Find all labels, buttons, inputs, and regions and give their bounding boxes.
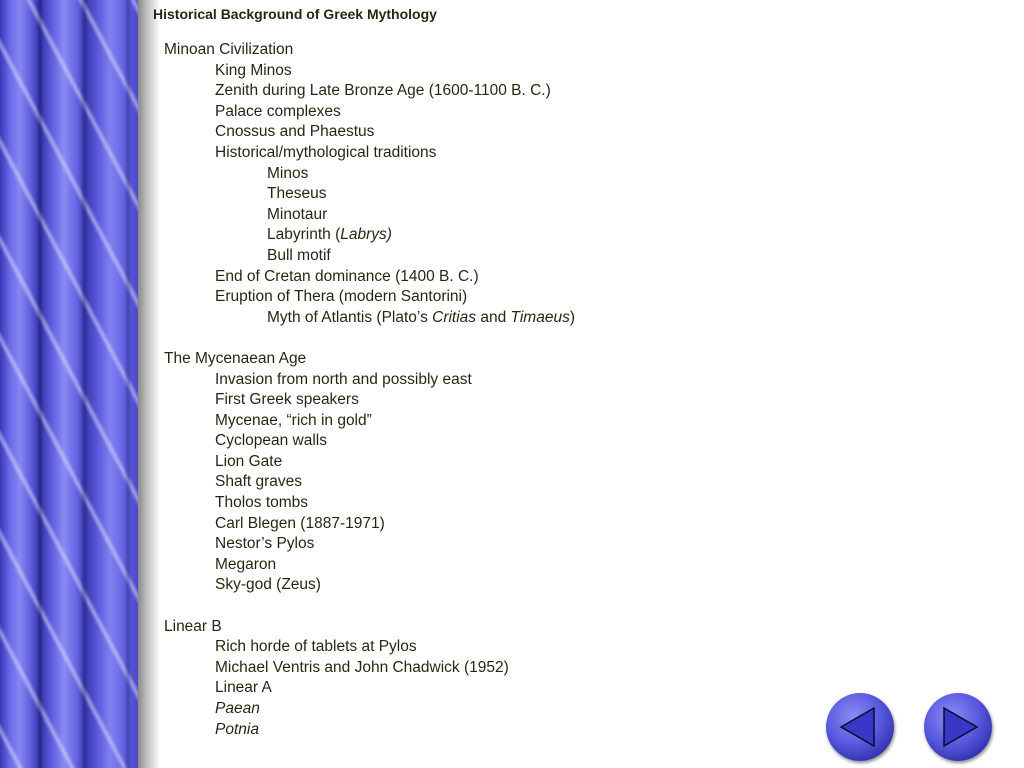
outline-item xyxy=(164,370,804,391)
text-run: Invasion from north and possibly east xyxy=(215,370,472,388)
text-run: Mycenae, “rich in gold” xyxy=(215,411,372,429)
outline-item xyxy=(164,493,804,514)
outline-item xyxy=(164,658,804,679)
triangle-right-icon xyxy=(924,693,992,761)
triangle-left-icon xyxy=(826,693,894,761)
text-run: Bull motif xyxy=(267,246,331,264)
text-run: Minos xyxy=(267,164,309,182)
outline-item xyxy=(164,699,804,720)
blank-line xyxy=(164,596,804,617)
previous-slide-button[interactable] xyxy=(826,693,894,761)
outline-item xyxy=(164,452,804,473)
outline-item xyxy=(164,164,804,185)
outline-item xyxy=(164,308,804,329)
outline-item xyxy=(164,411,804,432)
text-run: Michael Ventris and John Chadwick (1952) xyxy=(215,658,509,676)
outline-item xyxy=(164,472,804,493)
text-run: Tholos tombs xyxy=(215,494,309,512)
text-run: Carl Blegen (1887-1971) xyxy=(215,514,385,532)
text-run: Theseus xyxy=(267,185,327,203)
outline-item xyxy=(164,225,804,246)
text-run: Linear B xyxy=(164,617,222,635)
outline-item xyxy=(164,534,804,555)
outline-heading xyxy=(164,349,804,370)
outline-item xyxy=(164,555,804,576)
text-run: Palace complexes xyxy=(215,102,341,120)
next-slide-button[interactable] xyxy=(924,693,992,761)
text-run: Historical/mythological traditions xyxy=(215,143,437,161)
outline-heading xyxy=(164,40,804,61)
outline-item xyxy=(164,390,804,411)
outline-item xyxy=(164,81,804,102)
text-run: Sky-god (Zeus) xyxy=(215,576,321,594)
text-run: Eruption of Thera (modern Santorini) xyxy=(215,288,468,306)
decorative-sidebar xyxy=(0,0,138,768)
text-run: Labyrinth ( xyxy=(267,226,341,244)
text-run: First Greek speakers xyxy=(215,391,359,409)
text-run: Megaron xyxy=(215,555,277,573)
outline-item xyxy=(164,143,804,164)
text-run: The Mycenaean Age xyxy=(164,349,307,367)
text-run: Nestor’s Pylos xyxy=(215,535,315,553)
outline-item xyxy=(164,678,804,699)
outline-item xyxy=(164,61,804,82)
outline-item xyxy=(164,431,804,452)
outline-item xyxy=(164,122,804,143)
text-run: Minoan Civilization xyxy=(164,41,294,58)
italic-text: Potnia xyxy=(215,720,259,738)
italic-text: Paean xyxy=(215,700,260,717)
text-run: End of Cretan dominance (1400 B. C.) xyxy=(215,267,479,285)
text-run: Cyclopean walls xyxy=(215,432,327,450)
outline-item xyxy=(164,246,804,267)
text-run: Zenith during Late Bronze Age (1600-1100 B. C.) xyxy=(215,82,551,100)
outline-heading xyxy=(164,617,804,638)
text-run: Rich horde of tablets at Pylos xyxy=(215,638,417,656)
text-run: Cnossus and Phaestus xyxy=(215,123,375,141)
outline-list xyxy=(164,40,804,740)
blank-line xyxy=(164,328,804,349)
text-run: King Minos xyxy=(215,61,292,79)
outline-item xyxy=(164,267,804,288)
italic-text: Critias xyxy=(432,308,477,326)
outline-item xyxy=(164,637,804,658)
outline-item xyxy=(164,575,804,596)
text-run: Myth of Atlantis (Plato’s xyxy=(267,308,433,326)
outline-item xyxy=(164,720,804,741)
sidebar-shadow xyxy=(138,0,160,768)
outline-item xyxy=(164,514,804,535)
text-run: and xyxy=(476,308,511,326)
text-run: Linear A xyxy=(215,679,272,697)
text-run: Lion Gate xyxy=(215,452,283,470)
italic-text: Timaeus xyxy=(510,308,570,326)
text-run: Minotaur xyxy=(267,205,328,223)
outline-item xyxy=(164,287,804,308)
slide-title: Historical Background of Greek Mythology xyxy=(153,6,437,22)
italic-text: Labrys) xyxy=(340,226,392,244)
text-run: ) xyxy=(569,308,576,326)
outline-item xyxy=(164,102,804,123)
outline-item xyxy=(164,205,804,226)
outline-item xyxy=(164,184,804,205)
text-run: Shaft graves xyxy=(215,473,303,491)
